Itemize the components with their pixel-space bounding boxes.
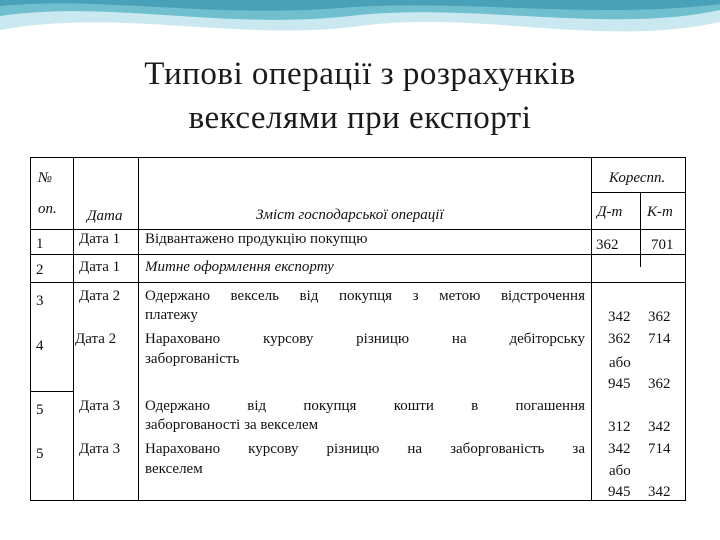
row-date: Дата 1	[79, 259, 121, 275]
row-no: 4	[36, 338, 44, 354]
row-credit: 714	[648, 441, 671, 457]
row-credit: 701	[651, 237, 674, 253]
row-text: Одержано вексель від покупця з метою відстрочення	[145, 288, 585, 304]
row-debit: 342	[608, 441, 631, 457]
row-text-cont: векселем	[145, 461, 203, 477]
row-debit: 362	[596, 237, 619, 253]
row-date: Дата 3	[79, 441, 121, 457]
row-debit-or: або	[609, 355, 631, 371]
row-debit-or: або	[609, 463, 631, 479]
row-text-cont: платежу	[145, 307, 198, 323]
row-debit: 312	[608, 419, 631, 435]
row-no: 1	[36, 236, 44, 252]
header-correspondence: Кореспп.	[609, 170, 666, 186]
row-text: Відвантажено продукцію покупцю	[145, 231, 368, 247]
grid-line	[31, 391, 73, 392]
row-no: 5	[36, 446, 44, 462]
row-credit: 714	[648, 331, 671, 347]
row-debit: 342	[608, 309, 631, 325]
row-text: Митне оформлення експорту	[145, 259, 334, 275]
row-date: Дата 3	[79, 398, 121, 414]
row-no: 5	[36, 402, 44, 418]
row-credit-alt: 362	[648, 376, 671, 392]
row-credit-alt: 342	[648, 484, 671, 500]
grid-line	[73, 158, 74, 501]
row-debit-alt: 945	[608, 484, 631, 500]
row-date: Дата 2	[79, 288, 121, 304]
row-credit: 342	[648, 419, 671, 435]
header-content: Зміст господарської операції	[256, 207, 444, 223]
grid-line	[138, 158, 139, 501]
operations-table	[30, 157, 686, 501]
row-credit: 362	[648, 309, 671, 325]
header-no-op: оп.	[38, 201, 57, 217]
title-line-2: векселями при експорті	[188, 100, 532, 136]
row-date: Дата 2	[75, 331, 117, 347]
header-debit: Д-т	[597, 204, 623, 220]
row-text: Нараховано курсову різницю на дебіторську	[145, 331, 585, 347]
row-text: Нараховано курсову різницю на заборгованість за	[145, 441, 585, 457]
grid-line	[31, 282, 685, 283]
decorative-wave	[0, 0, 720, 60]
header-no: №	[38, 170, 53, 186]
grid-line	[591, 192, 686, 193]
row-date: Дата 1	[79, 231, 121, 247]
row-text-cont: заборгованість	[145, 351, 240, 367]
row-debit: 362	[608, 331, 631, 347]
row-debit-alt: 945	[608, 376, 631, 392]
grid-line	[31, 254, 685, 255]
title-line-1: Типові операції з розрахунків	[144, 56, 576, 92]
row-text-cont: заборгованості за векселем	[145, 417, 319, 433]
header-credit: К-т	[647, 204, 673, 220]
row-text: Одержано від покупця кошти в погашення	[145, 398, 585, 414]
header-date: Дата	[87, 208, 123, 224]
page-title	[0, 52, 720, 140]
grid-line	[591, 158, 592, 501]
row-no: 2	[36, 262, 44, 278]
row-no: 3	[36, 293, 44, 309]
